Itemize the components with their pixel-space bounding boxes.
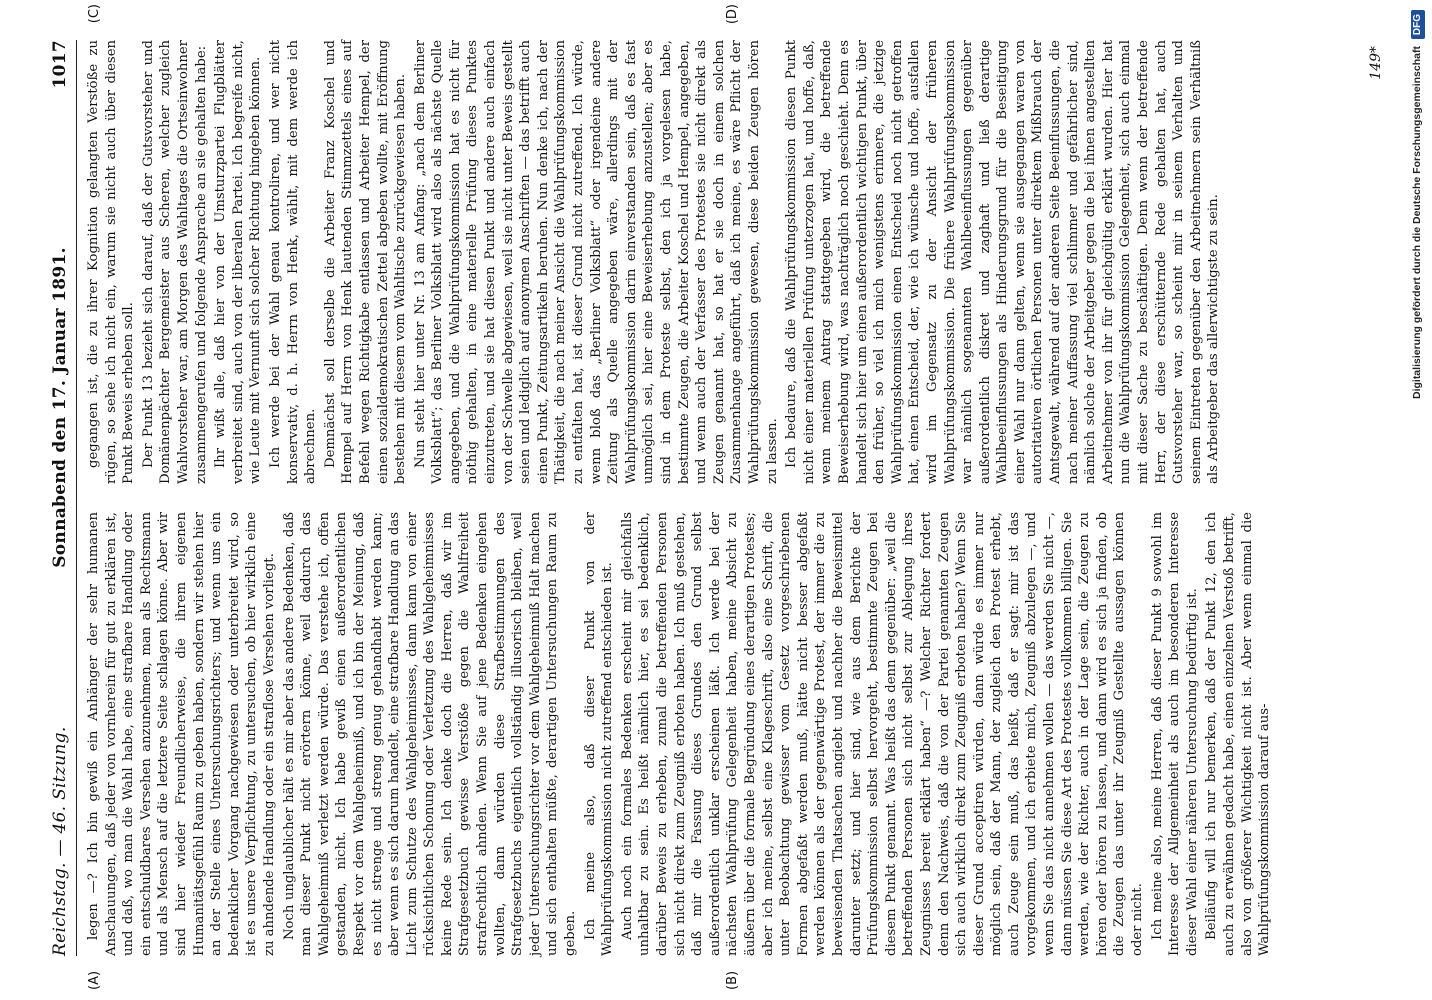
header-session: Reichstag. — 46. Sitzung.: [50, 726, 70, 956]
signature-mark: 149*: [1368, 46, 1384, 80]
header-date: Sonnabend den 17. Januar 1891.: [50, 247, 70, 568]
paragraph: legen —? Ich bin gewiß ein Anhänger der sehr humanen Anschauungen, daß jeder von vornherein für gut zu erklären ist, und daß, wo man die Wahl habe, eine strafbare Handlung oder ein entschuldbares Versehen anzunehmen, man als Rechtsmann und als Mensch auf die letztere Seite schlagen könne. Aber wir sind hier wieder Freundlicherweise, die ihrem eigenen Humanitätsgefühl Raum zu geben haben, sondern wir stehen hier an der Stelle eines Untersuchungsrichters; und wenn uns ein bedenklicher Vorgang nachgewiesen oder unterbreitet wird, so ist es unsere Verpflichtung, zu untersuchen, ob hier wirklich eine zu ahndende Handlung oder ein straflose Versehen vorliegt.: [86, 512, 277, 956]
paragraph: Beiläufig will ich nur bemerken, daß der Punkt 12, den ich auch zu erwähnen gedacht habe, einen einzelnen Verstoß betrifft, also von größerer Wichtigkeit nicht ist. Aber wenn einmal die Wahlprüfungskommission darauf aus-: [1204, 512, 1273, 956]
page-header: [50, 40, 77, 956]
text-columns: [85, 4, 1276, 990]
paragraph: gegangen ist, die zu ihrer Kognition gelangten Verstöße zu rügen, so sehe ich nicht ein, warum sie nicht auch über diesen Punkt Beweis erheben soll.: [86, 40, 137, 484]
paragraph: Auch noch ein formales Bedenken erscheint mir gleichfalls unhaltbar zu sein. Es heißt nämlich hier, es sei bedenklich, darüber Beweis zu erheben, zumal die betreffenden Personen sich nicht direkt zum Zeugniß erboten haben. Ich muß gestehen, daß mir die Fassung dieses Grundes den Grund selbst außerordentlich unklar erscheinen läßt. Ich werde bei der nächsten Wahlprüfung Gelegenheit haben, meine Absicht zu äußern über die formale Begründung eines derartigen Protestes; aber ich meine, selbst eine Klageschrift, also eine Schrift, die unter Beobachtung gewisser vom Gesetz vorgeschriebenen Formen abgefaßt werden muß, hätte nicht besser abgefaßt werden können als der gegenwärtige Protest, der immer die zu beweisenden Thatsachen angiebt und nachher die Beweismittel darunter setzt; und hier sind, wie aus dem Berichte der Prüfungskommission selbst hervorgeht, bestimmte Zeugen bei diesem Punkt genannt. Was heißt das denn gegenüber: „weil die betreffenden Personen sich nicht selbst zur Ablegung ihres Zeugnisses bereit erklärt haben“ —? Welcher Richter fordert denn den Nachweis, daß die von der Partei genannten Zeugen sich auch wirklich direkt zum Zeugniß erboten haben? Wenn Sie dieser Grund acceptiren würden, dann würde es immer nur möglich sein, daß der Mann, der zugleich den Protest erhebt, auch Zeuge sein muß, das heißt, daß er sagt: mir ist das vorgekommen, und ich erbiete mich, Zeugniß abzulegen —, und wenn Sie das nicht annehmen wollen — das werden Sie nicht —, dann müssen Sie diese Art des Protestes vollkommen billigen. Sie werden, wie der Richter, auch in der Lage sein, die Zeugen zu hören oder hören zu lassen, und dann wird es sich ja finden, ob die Zeugen das unter ihr Zeugniß Gestellte aussagen können oder nicht.: [619, 512, 1146, 956]
paragraph: Nun steht hier unter Nr. 13 am Anfang: „nach dem Berliner Volksblatt“; das Berliner Volksblatt wird also als nächste Quelle angegeben, und die Wahlprüfungskommission hat es nicht für nöthig gehalten, in eine materielle Prüfung dieses Punktes einzutreten, und sie hat diesen Punkt und andere auch einfach von der Schwelle abgewiesen, weil sie nicht unter Beweis gestellt seien und lediglich auf anonymen Anschriften — das betrifft auch einen Punkt, Zeitungsartikeln beruhen. Nun denke ich, nach der Thätigkeit, die nach meiner Ansicht die Wahlprüfungskommission zu entfalten hat, ist dieser Grund nicht zutreffend. Ich würde, wenn bloß das „Berliner Volksblatt“ oder irgendeine andere Zeitung als Quelle angegeben wäre, allerdings mit der Wahlprüfungskommission darin einverstanden sein, daß es fast unmöglich sei, hier eine Beweiserhebung anzustellen; aber es sind in dem Proteste selbst, den ich ja vorgelesen habe, bestimmte Zeugen, die Arbeiter Koschel und Hempel, angegeben, und wenn auch der Verfasser des Protestes sie nicht direkt als Zeugen genannt hat, so hat er sie doch in einem solchen Zusammenhange angeführt, daß ich meine, es wäre Pflicht der Wahlprüfungskommission gewesen, diese beiden Zeugen hören zu lassen.: [412, 40, 780, 484]
paragraph: Demnächst soll derselbe die Arbeiter Franz Koschel und Hempel auf Herrn von Henk lautenden Stimmzettels eines auf Befehl wegen Richtigkabe entlassen und Arbeiter Hempel, der einen sozialdemokratischen Zettel abgeben wollte, mit Eröffnung bestehen mit diesem vom Wahltische zurückgewiesen haben.: [322, 40, 409, 484]
quote-paragraph: Ihr wißt alle, daß hier von der Umsturzpartei Flugblätter verbreitet sind, auch von der liberalen Partei. Ich begreife nicht, wie Leute mit Vernunft sich solcher Richtung hingeben können.: [213, 40, 264, 484]
paragraph: Ich bedaure, daß die Wahlprüfungskommission diesen Punkt nicht einer materiellen Prüfung unterzogen hat, und hoffe, daß, wenn meinem Antrag stattgegeben wird, die betreffende Beweiserhebung wird, was nachträglich noch geschieht. Denn es handelt sich hier um einen außerordentlich wichtigen Punkt, über den früher, so viel ich mich wenigstens erinnere, die jetzige Wahlprüfungskommission einen Entscheid noch nicht getroffen hat, einen Entscheid, der, wie ich wünsche und hoffe, ausfallen wird im Gegensatz zu der Ansicht der früheren Wahlprüfungskommission. Die frühere Wahlprüfungskommission war nämlich sogenannten Wahlbeeinflussungen gegenüber außerordentlich diskret und zaghaft und ließ derartige Wahlbeeinflussungen als Hinderungsgrund für die Beseitigung einer Wahl nur dann gelten, wenn sie ausgegangen waren von autoritativen örtlichen Personen unter direktem Mißbrauch der Amtsgewalt, während auf der anderen Seite Beeinflussungen, die nach meiner Auffassung viel schlimmer und gefährlicher sind, nämlich solche der Arbeitgeber gegen die bei ihnen angestellten Arbeitnehmer von ihr für gleichgültig erklärt wurden. Hier hat nun die Wahlprüfungskommission Gelegenheit, sich auch einmal mit dieser Sache zu beschäftigen. Denn wenn der betreffende Herr, der diese erschütternde Rede gehalten hat, auch Gutsvorsteher war, so scheint mir in seinem Verhalten und seinem Eintreten gegenüber den Arbeitnehmern sein Verhältniß als Arbeitgeber das allerwichtigste zu sein.: [784, 40, 1222, 484]
margin-mark-b: (B): [725, 970, 740, 990]
digitization-credit: [1408, 10, 1426, 1000]
dfg-logo: DFG: [1411, 10, 1425, 39]
margin-mark-d: (D): [725, 4, 740, 25]
paragraph: Noch unglaublicher hält es mir aber das andere Bedenken, daß man dieser Punkt nicht erörtern könne, weil dadurch das Wahlgeheimniß verletzt werden würde. Das verstehe ich, offen gestanden, nicht. Ich habe gewiß einen außerordentlichen Respekt vor dem Wahlgeheimniß, und ich bin der Meinung, daß es nicht strenge und streng genug gehandhabt werden kann; aber wenn es sich darum handelt, eine strafbare Handlung an das Licht zum Schutze des Wahlgeheimnisses, dann kann von einer rücksichtlichen Schonung oder Verletzung des Wahlgeheimnisses keine Rede sein. Ich denke doch die Herren, daß wir im Strafgesetzbuch gewisse Verstöße gegen die Wahlfreiheit strafrechtlich ahnden. Wenn Sie auf jene Bedenken eingehen wollten, dann würden diese Strafbestimmungen des Strafgesetzbuchs eigentlich vollständig illusorisch bleiben, weil jeder Untersuchungsrichter vor dem Wahlgeheimniß Halt machen und sich enthalten müßte, derartigen Untersuchungen Raum zu geben.: [281, 512, 579, 956]
quote-paragraph: Ich werde bei der Wahl genau kontroliren, und wer nicht konservativ, d. h. Herrn von Henk, wählt, mit dem werde ich abrechnen.: [267, 40, 319, 484]
paragraph: Ich meine also, meine Herren, daß dieser Punkt 9 sowohl im Interesse der Allgemeinheit als auch im besonderen Interesse dieser Wahl einer näheren Untersuchung bedürftig ist.: [1149, 512, 1200, 956]
column-right: [85, 40, 1276, 484]
credit-text: Digitalisierung gefördert durch die Deutsche Forschungsgemeinschaft: [1411, 46, 1423, 400]
margin-mark-c: (C): [87, 4, 102, 24]
column-left: [85, 512, 1276, 956]
paragraph: Der Punkt 13 bezieht sich darauf, daß der Gutsvorsteher und Domänenpächter Bergemeister aus Scheren, welcher zugleich Wahlvorsteher war, am Morgen des Wahltages die Ortseinwohner zusammengerufen und folgende Ansprache an sie gehalten habe:: [140, 40, 209, 484]
margin-mark-a: (A): [87, 970, 102, 990]
header-page-number: 1017: [50, 40, 70, 89]
document-page: [26, 0, 1406, 1000]
paragraph: Ich meine also, daß dieser Punkt von der Wahlprüfungskommission nicht zutreffend entschieden ist.: [582, 512, 616, 956]
